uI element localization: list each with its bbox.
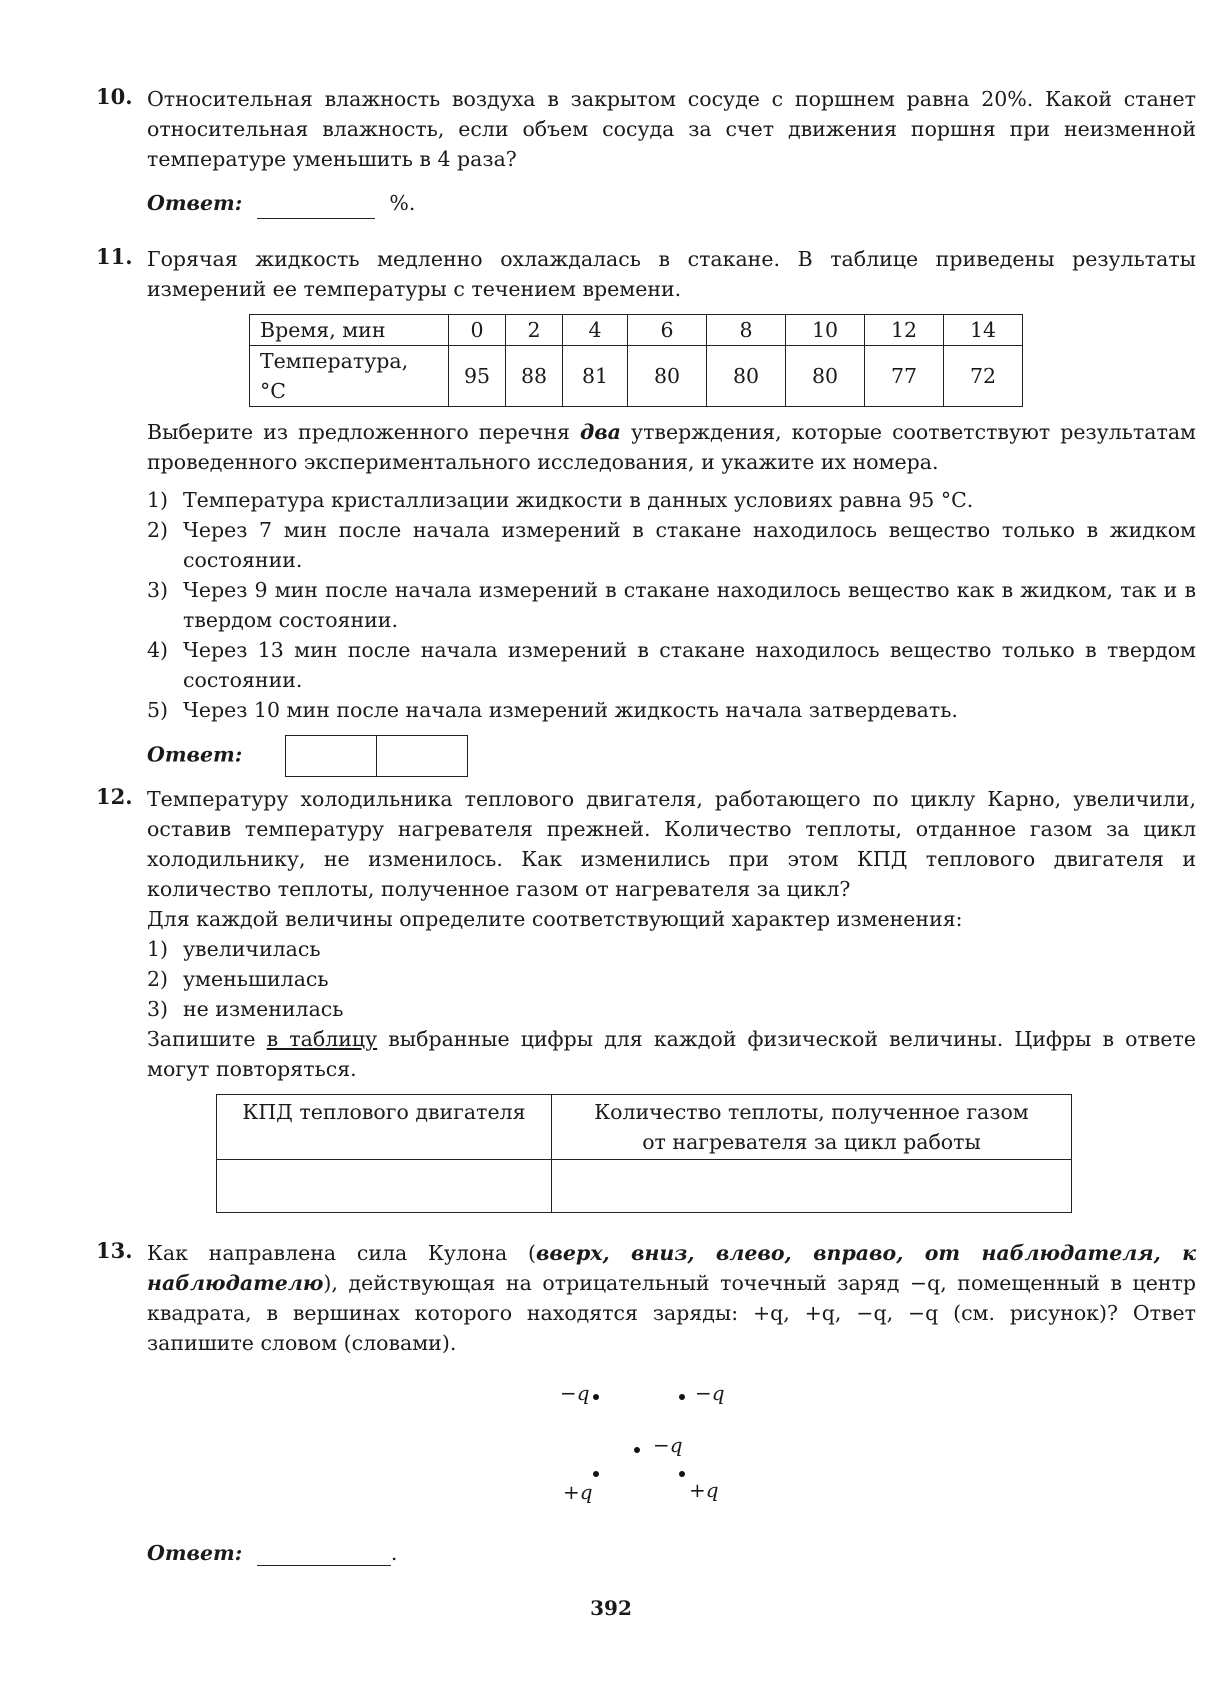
table-row bbox=[250, 346, 1023, 407]
answer-cell[interactable] bbox=[217, 1160, 552, 1213]
option-number: 2) bbox=[147, 518, 169, 542]
table-cell: 10 bbox=[786, 315, 865, 346]
answer-line bbox=[147, 735, 1196, 777]
list-item bbox=[147, 485, 1196, 515]
table-cell: 77 bbox=[865, 346, 944, 407]
table-cell: 6 bbox=[628, 315, 707, 346]
table-cell: 88 bbox=[506, 346, 563, 407]
option-text: уменьшилась bbox=[183, 967, 329, 991]
table-row bbox=[250, 315, 1023, 346]
option-text: Температура кристаллизации жидкости в данных условиях равна 95 °С. bbox=[183, 488, 974, 512]
list-item bbox=[147, 575, 1196, 635]
task-number: 10. bbox=[96, 84, 133, 109]
answer-blank[interactable] bbox=[257, 1541, 391, 1566]
option-text: Через 9 мин после начала измерений в стакане находилось вещество как в жидком, так и в твердом состоянии. bbox=[183, 578, 1196, 632]
task-text-emphasis: вверх, вниз, влево, вправо, от наблюдателя, к наблюдателю bbox=[147, 1241, 1196, 1295]
list-item bbox=[147, 934, 1196, 964]
row-header: Время, мин bbox=[250, 315, 449, 346]
table-cell: 95 bbox=[449, 346, 506, 407]
option-text: Через 13 мин после начала измерений в стакане находилось вещество только в твердом состоянии. bbox=[183, 638, 1196, 692]
list-item bbox=[147, 635, 1196, 695]
answer-blank[interactable] bbox=[257, 188, 375, 219]
answer-box[interactable] bbox=[377, 735, 468, 777]
option-text: увеличилась bbox=[183, 937, 321, 961]
charge-label-top-left: −q bbox=[560, 1381, 590, 1405]
table-cell: 72 bbox=[944, 346, 1023, 407]
task-13 bbox=[96, 1238, 1196, 1358]
task-11 bbox=[96, 244, 1196, 777]
table-cell: 14 bbox=[944, 315, 1023, 346]
measurement-table bbox=[249, 314, 1023, 407]
list-item bbox=[147, 994, 1196, 1024]
instruction-text: Запишите bbox=[147, 1027, 267, 1051]
answer-unit: %. bbox=[389, 191, 416, 215]
table-cell: 80 bbox=[707, 346, 786, 407]
answer-line: Ответ: . bbox=[147, 1541, 398, 1565]
table-row bbox=[217, 1095, 1072, 1160]
task-instruction bbox=[147, 417, 1196, 477]
option-text: Через 10 мин после начала измерений жидкость начала затвердевать. bbox=[183, 698, 958, 722]
page-number: 392 bbox=[590, 1596, 632, 1620]
table-cell: 81 bbox=[563, 346, 628, 407]
task-number: 13. bbox=[96, 1238, 133, 1263]
task-number: 11. bbox=[96, 244, 133, 269]
task-text bbox=[147, 1238, 1196, 1358]
options-list bbox=[147, 485, 1196, 725]
answer-label: Ответ: bbox=[147, 742, 243, 767]
column-header: КПД теплового двигателя bbox=[217, 1095, 552, 1160]
charge-dot-bottom-right bbox=[679, 1471, 685, 1477]
charge-dot-top-left bbox=[593, 1394, 599, 1400]
instruction-text: выбранные цифры для каждой физической величины. Цифры в ответе могут повторяться. bbox=[147, 1027, 1196, 1081]
row-header: Температура, °С bbox=[250, 346, 449, 407]
table-cell: 8 bbox=[707, 315, 786, 346]
option-number: 2) bbox=[147, 967, 169, 991]
answer-cell[interactable] bbox=[552, 1160, 1072, 1213]
task-text-part: Как направлена сила Кулона ( bbox=[147, 1241, 536, 1265]
table-cell: 80 bbox=[786, 346, 865, 407]
task-text: Относительная влажность воздуха в закрытом сосуде с поршнем равна 20%. Какой станет относительная влажность, если объем сосуда за счет движения поршня при неизменной температуре уменьшить в 4 раза? bbox=[147, 87, 1196, 171]
table-cell: 80 bbox=[628, 346, 707, 407]
answer-line bbox=[147, 188, 1196, 219]
answer-boxes bbox=[285, 735, 468, 777]
option-text: не изменилась bbox=[183, 997, 344, 1021]
answer-label: Ответ: bbox=[147, 191, 243, 215]
charge-label-top-right: −q bbox=[695, 1381, 725, 1405]
answer-table bbox=[216, 1094, 1072, 1213]
task-text-part: ), действующая на отрицательный точечный заряд −q, помещенный в центр квадрата, в вершинах которого находятся заряды: +q, +q, −q, −q (см. рисунок)? Ответ запишите словом (словами). bbox=[147, 1271, 1196, 1355]
instruction-emphasis: два bbox=[579, 420, 621, 444]
task-12 bbox=[96, 784, 1196, 1213]
option-text: Через 7 мин после начала измерений в стакане находилось вещество только в жидком состоянии. bbox=[183, 518, 1196, 572]
task-10 bbox=[96, 84, 1196, 219]
option-number: 1) bbox=[147, 488, 169, 512]
table-cell: 0 bbox=[449, 315, 506, 346]
task-instruction: Для каждой величины определите соответствующий характер изменения: bbox=[147, 907, 963, 931]
charge-dot-bottom-left bbox=[593, 1471, 599, 1477]
task-text: Температуру холодильника теплового двигателя, работающего по циклу Карно, увеличили, оставив температуру нагревателя прежней. Количество теплоты, отданное газом за цикл холодильнику, не изменилось. Как изменились при этом КПД теплового двигателя и количество теплоты, полученное газом от нагревателя за цикл? bbox=[147, 787, 1196, 901]
table-cell: 12 bbox=[865, 315, 944, 346]
instruction-underlined: в таблицу bbox=[266, 1027, 378, 1051]
option-number: 3) bbox=[147, 997, 169, 1021]
charge-label-bottom-right: +q bbox=[689, 1478, 719, 1502]
answer-label: Ответ: bbox=[147, 1541, 243, 1565]
column-header: Количество теплоты, полученное газом от нагревателя за цикл работы bbox=[552, 1095, 1072, 1160]
instruction-text: утверждения, которые соответствуют результатам проведенного экспериментального исследования, и укажите их номера. bbox=[147, 420, 1197, 474]
list-item bbox=[147, 964, 1196, 994]
option-number: 5) bbox=[147, 698, 169, 722]
task-write-instruction bbox=[147, 1024, 1196, 1084]
answer-box[interactable] bbox=[285, 735, 377, 777]
option-number: 4) bbox=[147, 638, 169, 662]
table-cell: 4 bbox=[563, 315, 628, 346]
option-number: 3) bbox=[147, 578, 169, 602]
charge-label-center: −q bbox=[653, 1433, 683, 1457]
task-number: 12. bbox=[96, 784, 133, 809]
table-cell: 2 bbox=[506, 315, 563, 346]
list-item bbox=[147, 515, 1196, 575]
charge-dot-center bbox=[634, 1447, 640, 1453]
charge-dot-top-right bbox=[679, 1394, 685, 1400]
instruction-text: Выберите из предложенного перечня bbox=[147, 420, 580, 444]
list-item bbox=[147, 695, 1196, 725]
task-intro: Горячая жидкость медленно охлаждалась в стакане. В таблице приведены результаты измерений ее температуры с течением времени. bbox=[147, 247, 1196, 301]
table-row bbox=[217, 1160, 1072, 1213]
options-list bbox=[147, 934, 1196, 1024]
charge-label-bottom-left: +q bbox=[563, 1480, 593, 1504]
option-number: 1) bbox=[147, 937, 169, 961]
